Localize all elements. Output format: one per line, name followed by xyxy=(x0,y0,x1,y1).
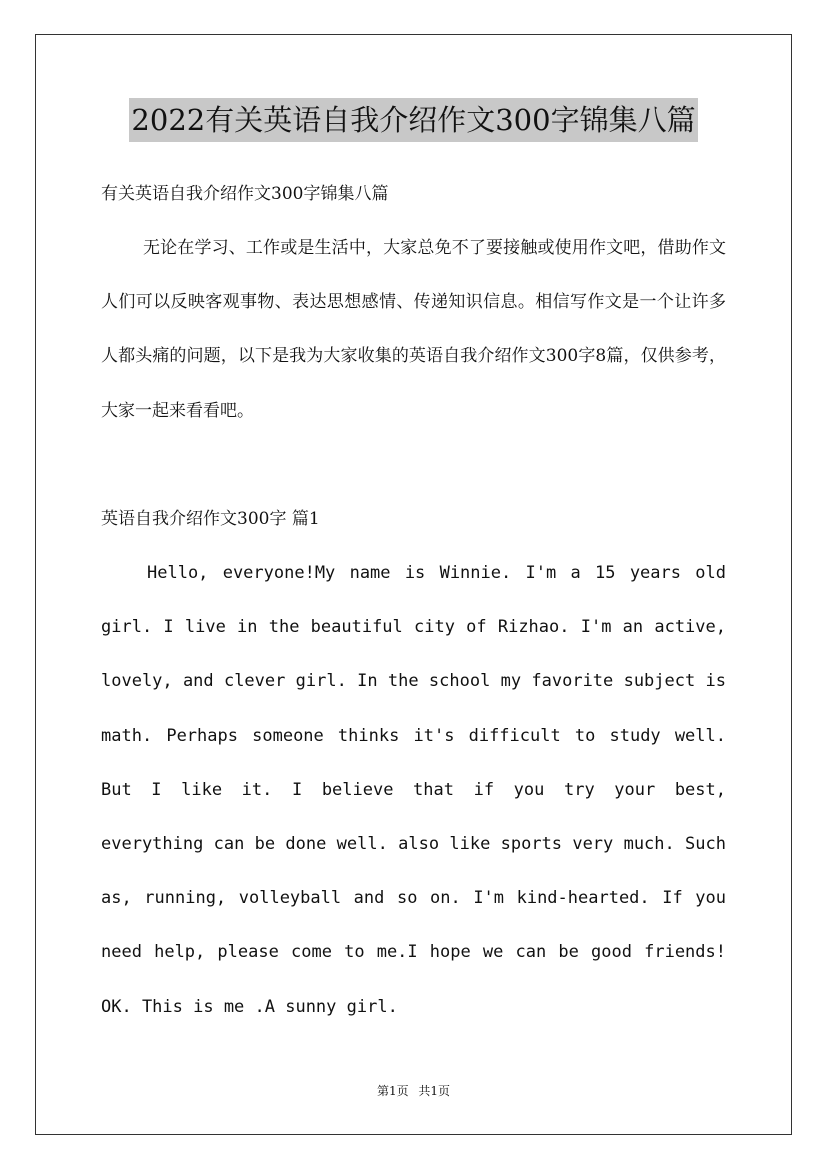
page-total: 共1页 xyxy=(418,1084,451,1098)
document-subtitle: 有关英语自我介绍作文300字锦集八篇 xyxy=(101,184,389,204)
document-title: 2022有关英语自我介绍作文300字锦集八篇 xyxy=(129,98,697,142)
title-container xyxy=(0,98,827,142)
essay-paragraph: Hello, everyone!My name is Winnie. I'm a 15 years old girl. I live in the beautiful city of Rizhao. I'm an active, lovely, and clever girl. In the school my favorite subject is math. Perhaps someone thinks it's difficult to study well. But I like it. I believe that if you try your best, everything can be done well. also like sports very much. Such as, running, volleyball and so on. I'm kind-hearted. If you need help, please come to me.I hope we can be good friends! OK. This is me .A sunny girl. xyxy=(101,563,726,1017)
page-number: 第1页 xyxy=(376,1084,409,1098)
intro-paragraph: 无论在学习、工作或是生活中，大家总免不了要接触或使用作文吧，借助作文人们可以反映客观事物、表达思想感情、传递知识信息。相信写作文是一个让许多人都头痛的问题，以下是我为大家收集的英语自我介绍作文300字8篇，仅供参考，大家一起来看看吧。 xyxy=(101,238,726,421)
page-footer xyxy=(0,1082,827,1100)
section-heading: 英语自我介绍作文300字 篇1 xyxy=(101,509,320,529)
